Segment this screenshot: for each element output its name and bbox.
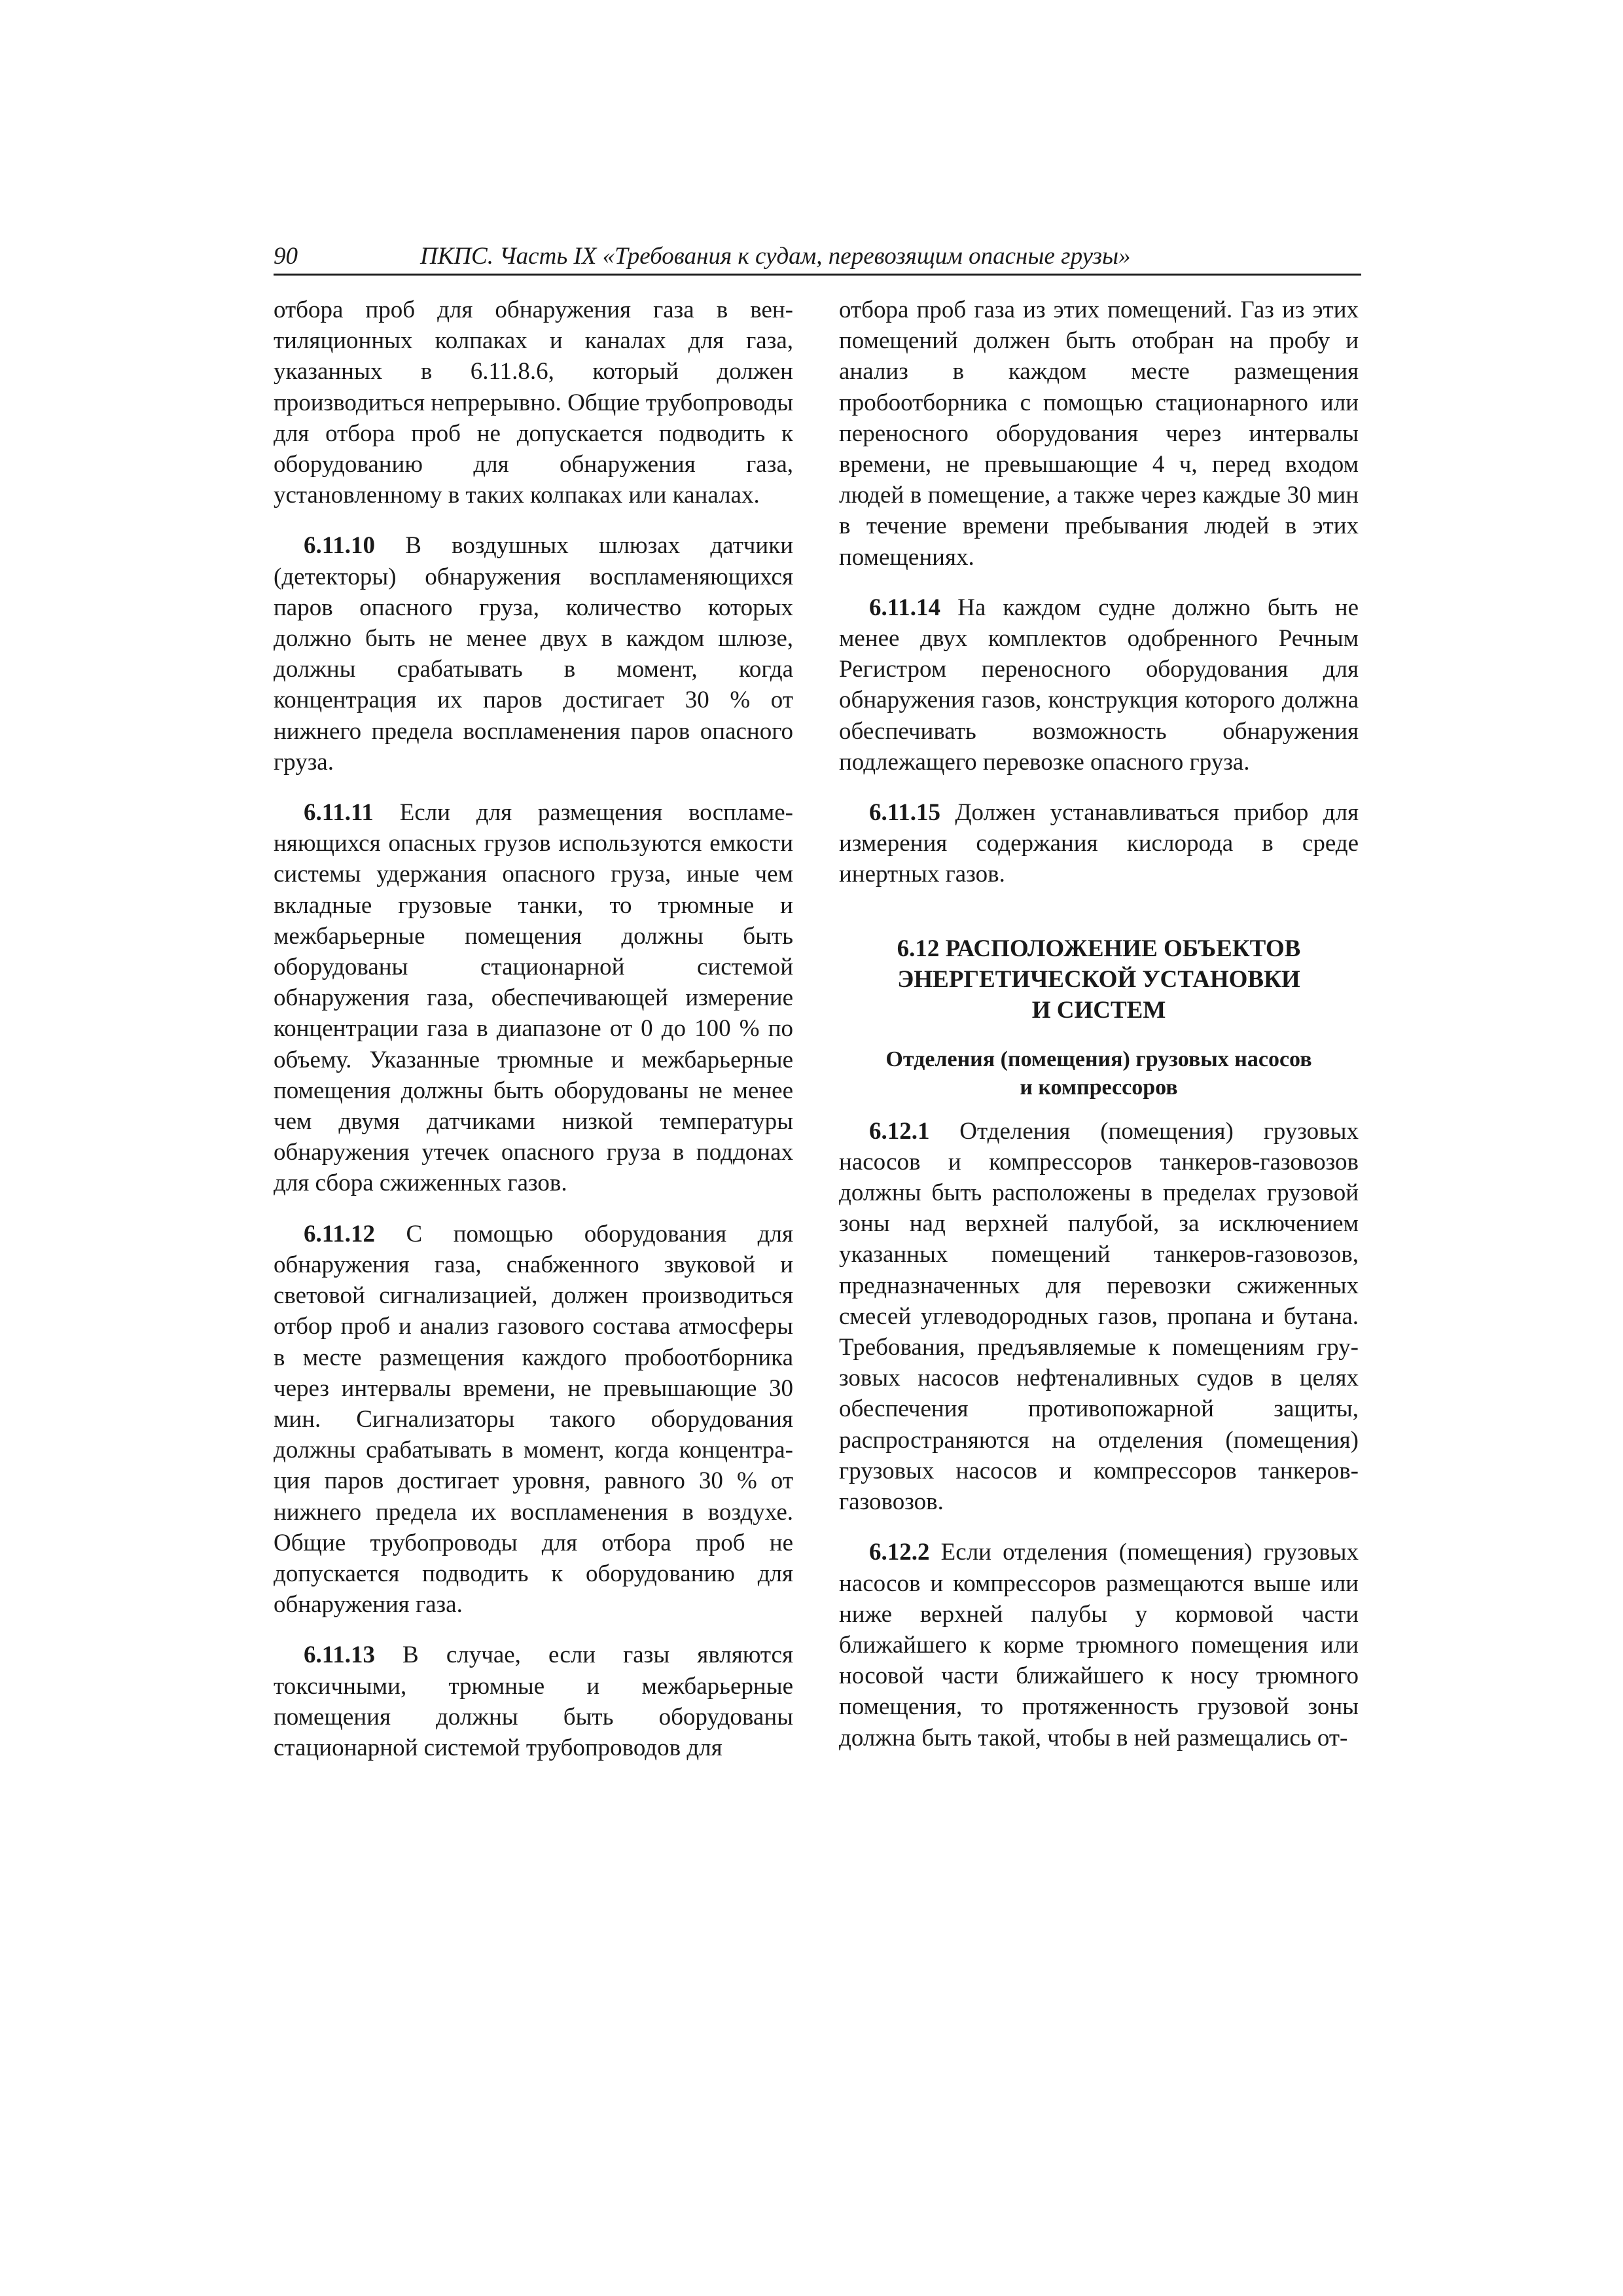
- clause-text: В воздушных шлюзах датчики (детекторы) обнаружения воспламеняющихся паров опасного груза, количество которых должно быть не менее двух в каждом шлюзе, должны срабатывать в момент, когда концентрация их паров достигает 30 % от нижнего предела воспламенения паров опасного груза.: [274, 532, 793, 776]
- clause-number: 6.11.15: [869, 799, 940, 827]
- paragraph-continuation: отбора проб для обнаружения газа в вентиляционных колпаках и каналах для газа, указанных в 6.11.8.6, который должен производиться непрерывно. Общие трубопроводы для отбора проб не допускается подводить к оборудованию для обнаружения газа, установленному в таких колпаках или каналах.: [274, 296, 793, 509]
- clause-number: 6.12.2: [869, 1539, 930, 1566]
- clause-text: На каждом судне должно быть не менее двух комплектов одобренного Речным Регистром переносного оборудования для обнаружения газов, конструкция которого должна обеспечивать возможность обнаружения подлежащего перевозке опасного груза.: [839, 594, 1359, 776]
- paragraph-6-11-12: [274, 1219, 793, 1621]
- paragraph-6-11-13: [274, 1640, 793, 1763]
- section-title-line: ЭНЕРГЕТИЧЕСКОЙ УСТАНОВКИ: [897, 965, 1300, 993]
- section-title-line: И СИСТЕМ: [1031, 996, 1166, 1024]
- page-number: 90: [274, 243, 298, 270]
- section-title-6-12: [839, 933, 1359, 1026]
- clause-number: 6.11.11: [304, 799, 374, 827]
- paragraph-6-11-11: [274, 797, 793, 1199]
- paragraph-continuation: отбора проб газа из этих помещений. Газ из этих помещений должен быть отобран на пробу и анализ в каждом месте размещения пробоотборника с помощью стационарного или переносного оборудования через интервалы времени, не превышающие 4 ч, перед входом людей в помещение, а также через каждые 30 мин в течение времени пребывания людей в этих помещениях.: [839, 296, 1359, 571]
- clause-number: 6.11.10: [304, 532, 375, 560]
- paragraph-6-12-1: [839, 1116, 1359, 1518]
- running-header: [274, 240, 1361, 276]
- clause-number: 6.12.1: [869, 1117, 930, 1145]
- paragraph-6-12-2: [839, 1537, 1359, 1753]
- paragraph-6-11-10: [274, 530, 793, 778]
- subsection-title-line: Отделения (помещения) грузовых насосов: [885, 1047, 1312, 1071]
- clause-text: Отделения (помещения) грузовых насосов и компрессоров танкеров-газовозов должны быть расположены в пределах грузовой зоны над верхней палубой, за исключением указанных помещений танкеров-газовозов, предназначенных для перевозки сжиженных смесей углеводородных газов, пропана и бутана. Требования, предъявляемые к помещениям грузовых насосов нефтеналивных судов в целях обеспечения противопожарной защиты, распространяются на отделения (помещения) грузовых насосов и компрессоров танкеров-газовозов.: [839, 1117, 1359, 1516]
- clause-number: 6.11.13: [304, 1641, 375, 1669]
- clause-text: Должен устанавливаться прибор для измерения содержания кислорода в среде инертных газов.: [839, 799, 1359, 888]
- clause-text: Если для размещения воспламеняющихся опасных грузов используются емкости системы удержания опасного груза, иные чем вкладные грузовые танки, то трюмные и межбарьерные помещения должны быть оборудованы стационарной системой обнаружения газа, обеспечивающей измерение концентрации газа в диапазоне от 0 до 100 % по объему. Указанные трюмные и межбарьерные помещения должны быть оборудованы не менее чем двумя датчиками низкой температуры обнаружения утечек опасного груза в поддонах для сбора сжиженных газов.: [274, 799, 793, 1197]
- clause-number: 6.11.14: [869, 594, 940, 621]
- subsection-title: [839, 1045, 1359, 1102]
- right-column: [839, 295, 1359, 1753]
- paragraph-6-11-15: [839, 797, 1359, 890]
- clause-text: В случае, если газы являются токсичными, трюмные и межбарьерные помещения должны быть оборудованы стационарной системой трубопроводов для: [274, 1641, 793, 1761]
- clause-text: Если отделения (помещения) грузовых насосов и компрессоров размещаются выше или ниже верхней палубы у кормовой части ближайшего к корме трюмного помещения или носовой части ближайшего к носу трюмного помещения, то протяженность грузовой зоны должна быть такой, чтобы в ней размещались от-: [839, 1539, 1359, 1751]
- clause-number: 6.11.12: [304, 1220, 375, 1247]
- subsection-title-line: и компрессоров: [1020, 1075, 1178, 1100]
- running-title: ПКПС. Часть IX «Требования к судам, перевозящим опасные грузы»: [420, 243, 1131, 270]
- section-title-line: 6.12 РАСПОЛОЖЕНИЕ ОБЪЕКТОВ: [897, 935, 1301, 962]
- clause-text: С помощью оборудования для обнаружения газа, снабженного звуковой и световой сигнализацией, должен производиться отбор проб и анализ газового состава атмосферы в месте размещения каждого пробоотборника через интервалы времени, не превышающие 30 мин. Сигнализаторы такого оборудования должны срабатывать в момент, когда концентрация паров достигает уровня, равного 30 % от нижнего предела их воспламенения в воздухе. Общие трубопроводы для отбора проб не допускается подводить к оборудованию для обнаружения газа.: [274, 1220, 793, 1619]
- left-column: [274, 295, 793, 1763]
- paragraph-6-11-14: [839, 592, 1359, 778]
